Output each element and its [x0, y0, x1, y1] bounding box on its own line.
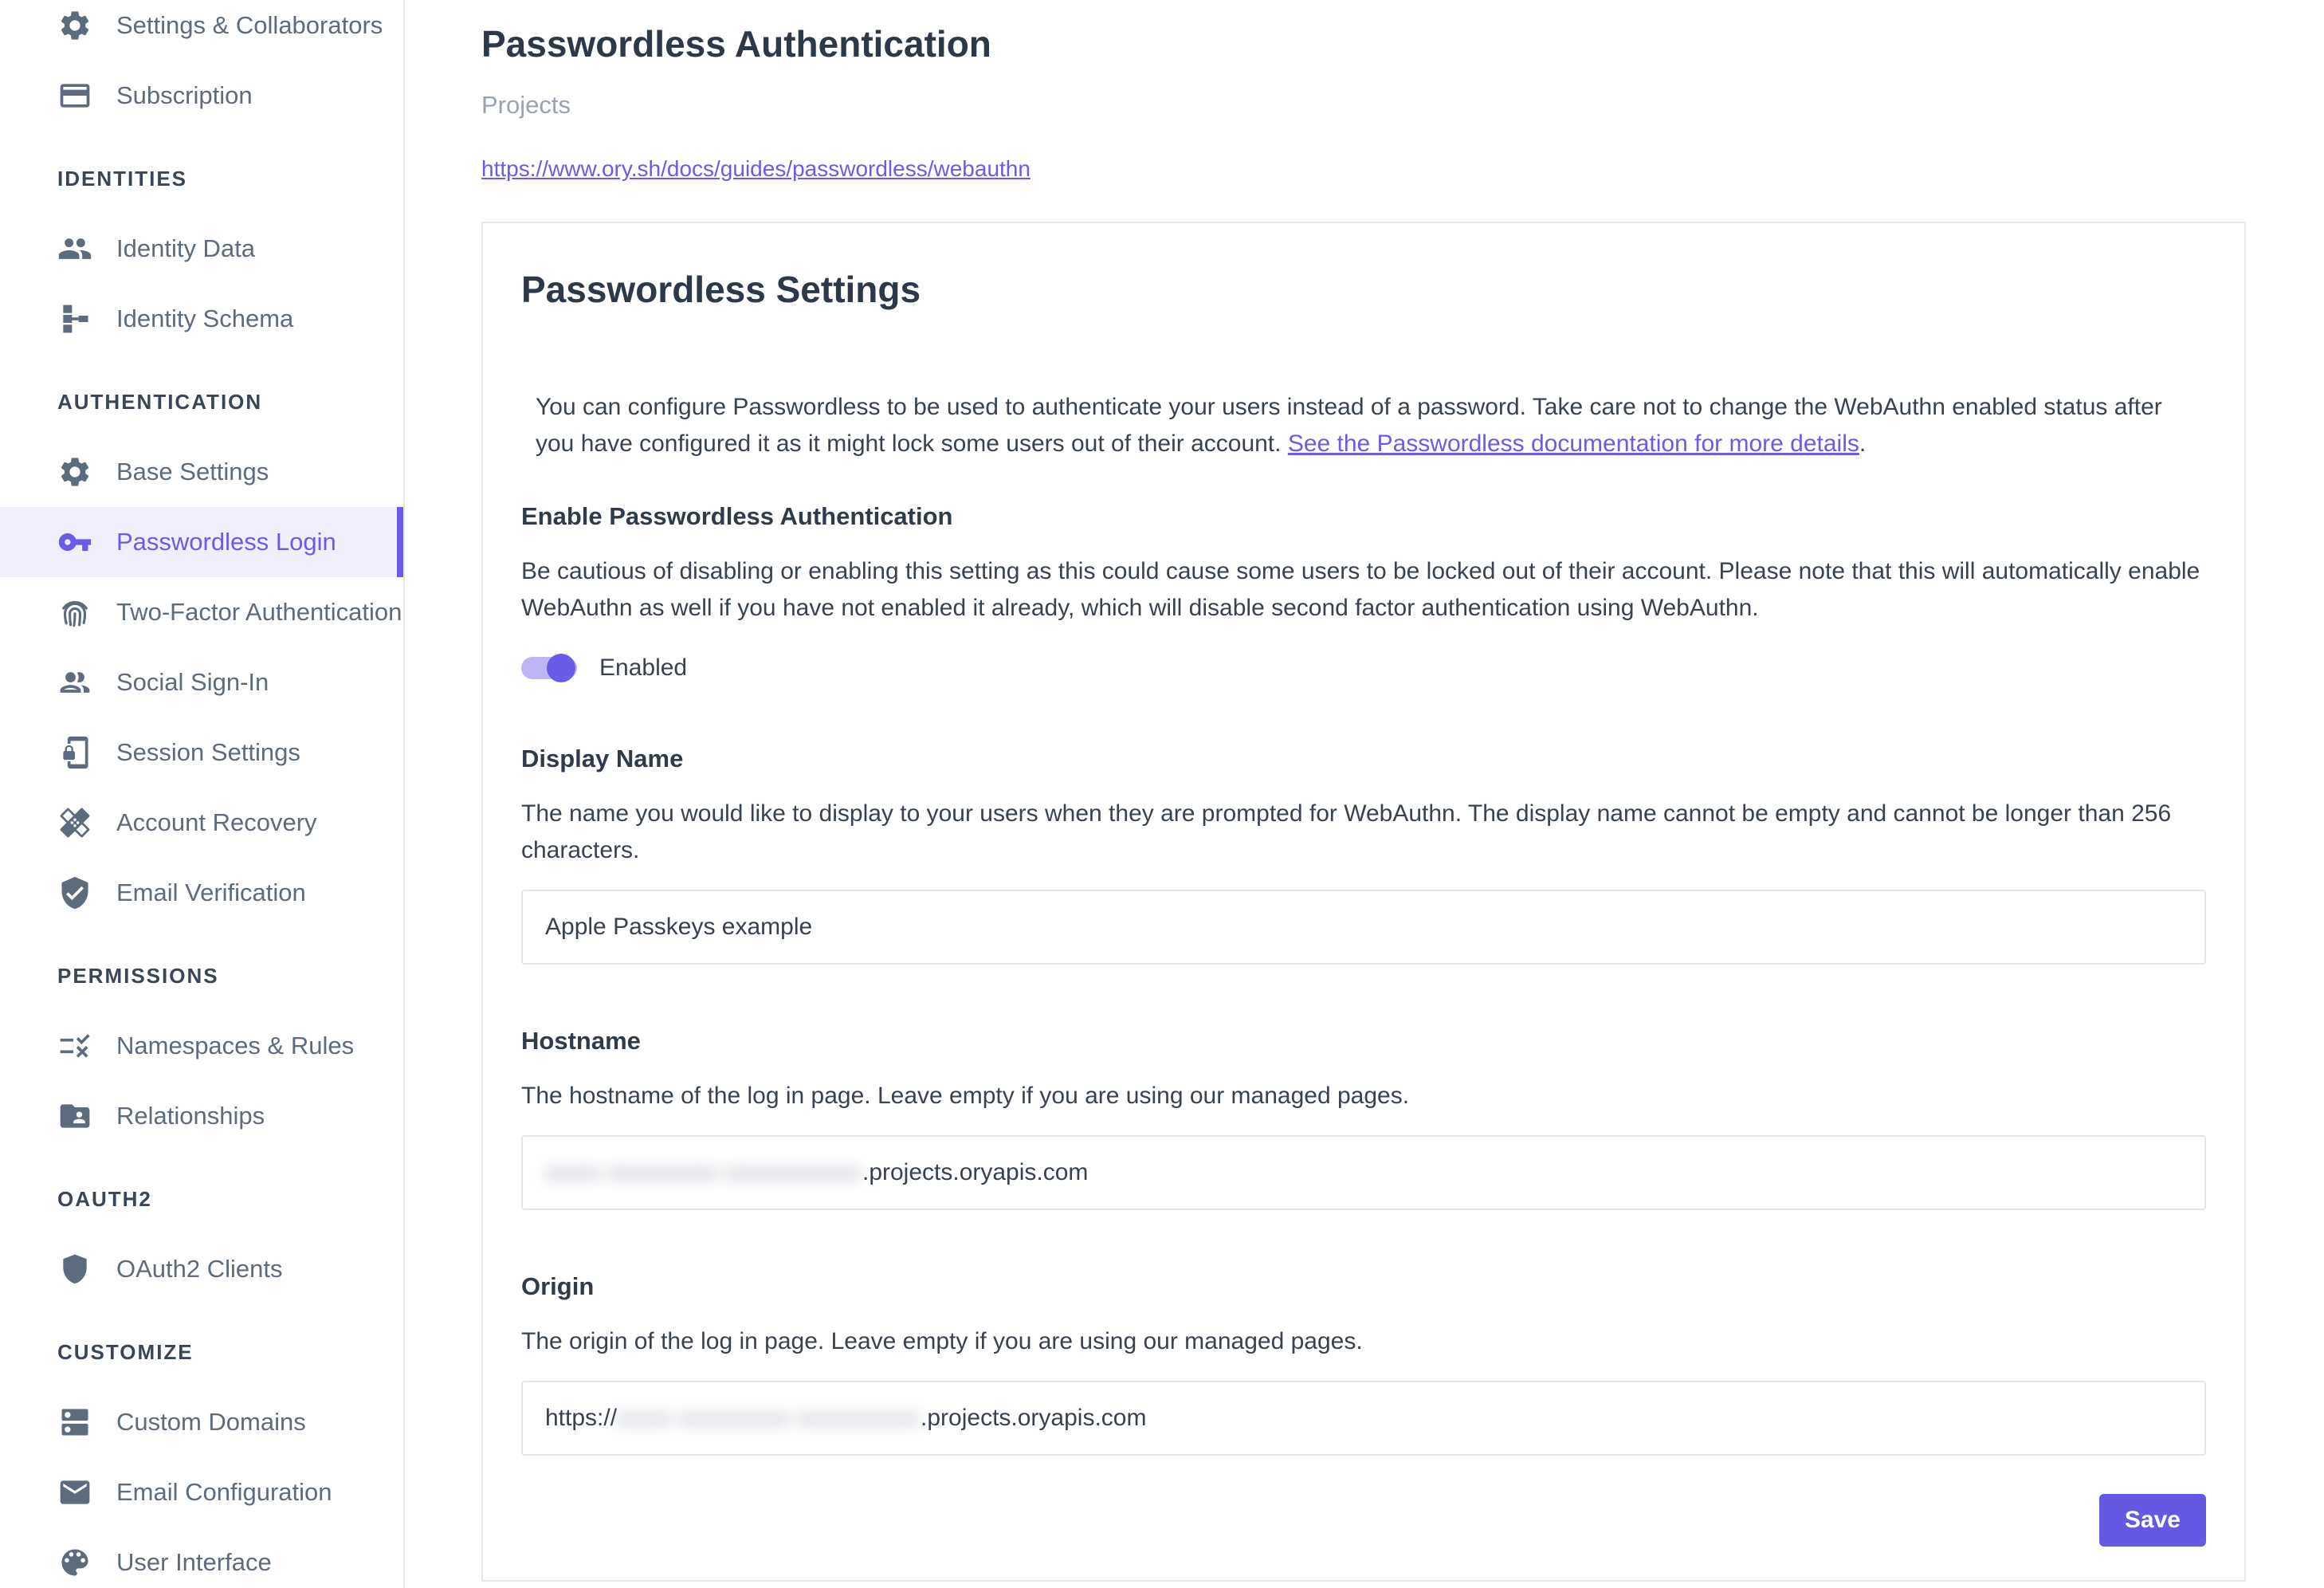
- palette-icon: [57, 1545, 92, 1580]
- enable-section-description: Be cautious of disabling or enabling this setting as this could cause some users to be locked out of their account. Please note that this will automatically enable WebAuthn as well if you have not enabled it already, which will disable second factor authentication using WebAuthn.: [521, 558, 2200, 621]
- sidebar-item-label: Email Configuration: [116, 1478, 332, 1506]
- key-icon: [57, 525, 92, 560]
- phone-lock-icon: [57, 735, 92, 770]
- main-content: [405, 0, 2324, 1588]
- shield-icon: [57, 1252, 92, 1287]
- fingerprint-icon: [57, 595, 92, 630]
- sidebar-section-customize: CUSTOMIZE: [57, 1339, 194, 1364]
- card-intro-text: [536, 389, 2206, 462]
- server-icon: [57, 1405, 92, 1440]
- save-row: [521, 1494, 2206, 1547]
- sidebar-item-base-settings[interactable]: [0, 437, 403, 507]
- origin-description: The origin of the log in page. Leave empty if you are using our managed pages.: [521, 1328, 1363, 1354]
- page-title: Passwordless Authentication: [481, 23, 991, 65]
- sidebar-item-label: Passwordless Login: [116, 528, 336, 556]
- sidebar-item-social-sign-in[interactable]: [0, 647, 403, 717]
- intro-text: You can configure Passwordless to be used to authenticate your users instead of a password. Take care not to change the WebAuthn enabled status after you have configured it as it might lock some users out of their account.: [536, 394, 2162, 457]
- toggle-knob: [547, 654, 575, 682]
- sidebar-item-settings-collaborators[interactable]: [0, 0, 403, 61]
- passwordless-docs-link[interactable]: See the Passwordless documentation for more details: [1287, 430, 1859, 457]
- sidebar-item-user-interface[interactable]: [0, 1527, 403, 1588]
- sidebar-item-passwordless-login[interactable]: [0, 507, 403, 577]
- intro-text-after: .: [1859, 430, 1867, 457]
- sidebar-nav-list: [0, 0, 403, 1588]
- hostname-input[interactable]: [521, 1135, 2206, 1210]
- origin-prefix: https://: [545, 1405, 618, 1431]
- hostname-suffix: .projects.oryapis.com: [862, 1159, 1089, 1185]
- origin-suffix: .projects.oryapis.com: [921, 1405, 1147, 1431]
- sidebar-item-label: Social Sign-In: [116, 668, 269, 696]
- enable-toggle-row: [521, 654, 2206, 682]
- sidebar-section-oauth2: OAUTH2: [57, 1186, 152, 1211]
- sidebar-item-label: Session Settings: [116, 738, 300, 766]
- docs-link[interactable]: https://www.ory.sh/docs/guides/passwordless/webauthn: [481, 156, 1030, 181]
- toggle-label: Enabled: [599, 654, 688, 681]
- sidebar-item-account-recovery[interactable]: [0, 788, 403, 858]
- sidebar-item-label: Base Settings: [116, 458, 269, 485]
- sidebar-item-label: Settings & Collaborators: [116, 11, 383, 39]
- shield-check-icon: [57, 875, 92, 910]
- sidebar-item-label: Custom Domains: [116, 1408, 306, 1436]
- sidebar-item-label: Account Recovery: [116, 808, 317, 836]
- sidebar-item-label: User Interface: [116, 1548, 272, 1576]
- sidebar-item-identity-data[interactable]: [0, 214, 403, 284]
- sidebar-item-label: OAuth2 Clients: [116, 1255, 283, 1283]
- sidebar-item-oauth2-clients[interactable]: [0, 1234, 403, 1304]
- gear-icon: [57, 454, 92, 489]
- gear-icon: [57, 8, 92, 43]
- sidebar-item-label: Email Verification: [116, 879, 306, 906]
- sidebar-item-identity-schema[interactable]: [0, 284, 403, 354]
- passwordless-toggle[interactable]: [521, 657, 577, 679]
- sidebar-item-session-settings[interactable]: [0, 717, 403, 788]
- sidebar-item-custom-domains[interactable]: [0, 1387, 403, 1457]
- sidebar-section-permissions: PERMISSIONS: [57, 963, 219, 988]
- enable-section-heading: Enable Passwordless Authentication: [521, 502, 953, 530]
- origin-input[interactable]: [521, 1381, 2206, 1456]
- hostname-heading: Hostname: [521, 1027, 641, 1055]
- sidebar-item-email-verification[interactable]: [0, 858, 403, 928]
- sidebar-item-label: Namespaces & Rules: [116, 1032, 355, 1059]
- rule-icon: [57, 1028, 92, 1063]
- display-name-input[interactable]: [521, 890, 2206, 965]
- sidebar-item-label: Identity Schema: [116, 305, 294, 332]
- hostname-description: The hostname of the log in page. Leave empty if you are using our managed pages.: [521, 1083, 1410, 1109]
- folder-person-icon: [57, 1099, 92, 1134]
- sidebar-section-identities: IDENTITIES: [57, 166, 188, 191]
- bandage-icon: [57, 805, 92, 840]
- display-name-heading: Display Name: [521, 745, 684, 772]
- sidebar: [0, 0, 405, 1588]
- display-name-description: The name you would like to display to your users when they are prompted for WebAuthn. The display name cannot be empty and cannot be longer than 256 characters.: [521, 800, 2172, 863]
- redacted-hostname-segment: xxxx-xxxxxxxx-xxxxxxxxxx: [545, 1159, 862, 1185]
- sidebar-item-label: Subscription: [116, 81, 253, 109]
- sidebar-item-subscription[interactable]: [0, 61, 403, 131]
- people-icon: [57, 231, 92, 266]
- passwordless-settings-card: [481, 222, 2246, 1582]
- people-icon: [57, 665, 92, 700]
- sidebar-item-two-factor[interactable]: [0, 577, 403, 647]
- sidebar-item-namespaces-rules[interactable]: [0, 1011, 403, 1081]
- sidebar-section-authentication: AUTHENTICATION: [57, 389, 263, 414]
- sidebar-item-relationships[interactable]: [0, 1081, 403, 1151]
- sidebar-item-label: Identity Data: [116, 234, 256, 262]
- card-title: Passwordless Settings: [521, 269, 921, 310]
- sidebar-item-label: Two-Factor Authentication: [116, 598, 402, 626]
- credit-card-icon: [57, 78, 92, 113]
- envelope-icon: [57, 1475, 92, 1510]
- schema-icon: [57, 301, 92, 336]
- origin-heading: Origin: [521, 1272, 595, 1300]
- sidebar-item-email-configuration[interactable]: [0, 1457, 403, 1527]
- sidebar-item-label: Relationships: [116, 1102, 265, 1130]
- save-button[interactable]: Save: [2099, 1494, 2206, 1547]
- breadcrumb: Projects: [481, 91, 571, 119]
- redacted-origin-segment: xxxx-xxxxxxxx-xxxxxxxxx: [617, 1405, 921, 1431]
